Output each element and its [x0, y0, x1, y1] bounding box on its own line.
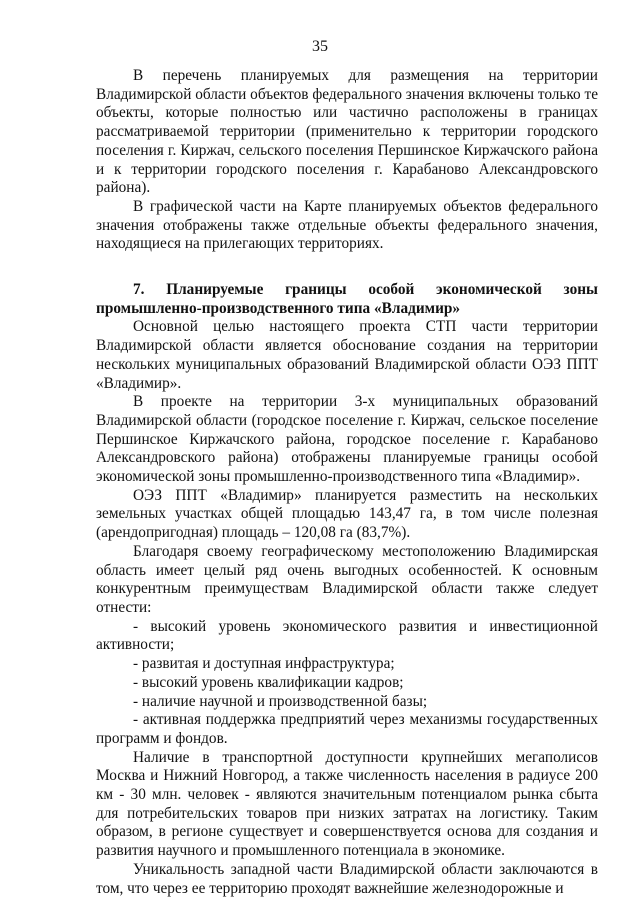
paragraph-land-area: ОЭЗ ППТ «Владимир» планируется разместить на нескольких земельных участках общей площадью 143,47 га, в том числе полезная (арендопригодная) площадь – 120,08 га (83,7%). — [96, 486, 598, 542]
paragraph-planned-borders: В проекте на территории 3-х муниципальных образований Владимирской области (городское поселение г. Киржач, сельское поселение Першинское Киржачского района, городское поселение г. Карабаново Александровского района) отображены планируемые границы особой экономической зоны промышленно-производственного типа «Владимир». — [96, 393, 598, 486]
section-heading: 7. Планируемые границы особой экономической зоны промышленно-производственного типа «Владимир» — [96, 281, 598, 317]
paragraph-advantages-intro: Благодаря своему географическому местоположению Владимирская область имеет целый ряд очень выгодных особенностей. К основным конкурентным преимуществам Владимирской области также следует отнести: — [96, 542, 598, 616]
list-item: - высокий уровень квалификации кадров; — [133, 673, 404, 691]
document-body — [96, 67, 598, 898]
paragraph-project-goal: Основной целью настоящего проекта СТП части территории Владимирской области является обоснование создания на территории нескольких муниципальных образований Владимирской области ОЭЗ ППТ «Владимир». — [96, 318, 598, 392]
paragraph-federal-objects-list: В перечень планируемых для размещения на территории Владимирской области объектов федерального значения включены только те объекты, которые полностью или частично расположены в границах рассматриваемой территории (применительно к территории городского поселения г. Киржач, сельского поселения Першинское Киржачского района и к территории городского поселения г. Карабаново Александровского района). — [96, 67, 598, 197]
list-item: - наличие научной и производственной базы; — [133, 692, 428, 710]
list-item: - развитая и доступная инфраструктура; — [133, 655, 395, 673]
paragraph-western-part: Уникальность западной части Владимирской области заключаются в том, что через ее территорию проходят важнейшие железнодорожные и — [96, 860, 598, 897]
list-item: - активная поддержка предприятий через механизмы государственных программ и фондов. — [96, 711, 598, 747]
paragraph-graphic-part: В графической части на Карте планируемых объектов федерального значения отображены также отдельные объекты федерального значения, находящиеся на прилегающих территориях. — [96, 197, 598, 253]
page-number: 35 — [312, 38, 328, 55]
list-item: - высокий уровень экономического развития и инвестиционной активности; — [96, 617, 598, 654]
section-spacer — [96, 254, 598, 281]
paragraph-transport-accessibility: Наличие в транспортной доступности крупнейших мегаполисов Москва и Нижний Новгород, а также численность населения в радиусе 200 км - 30 млн. человек - являются значительным потенциалом рынка сбыта для потребительских товаров при низких затратах на логистику. Таким образом, в регионе существует и совершенствуется основа для создания и развития научного и промышленного потенциала в экономике. — [96, 748, 598, 860]
